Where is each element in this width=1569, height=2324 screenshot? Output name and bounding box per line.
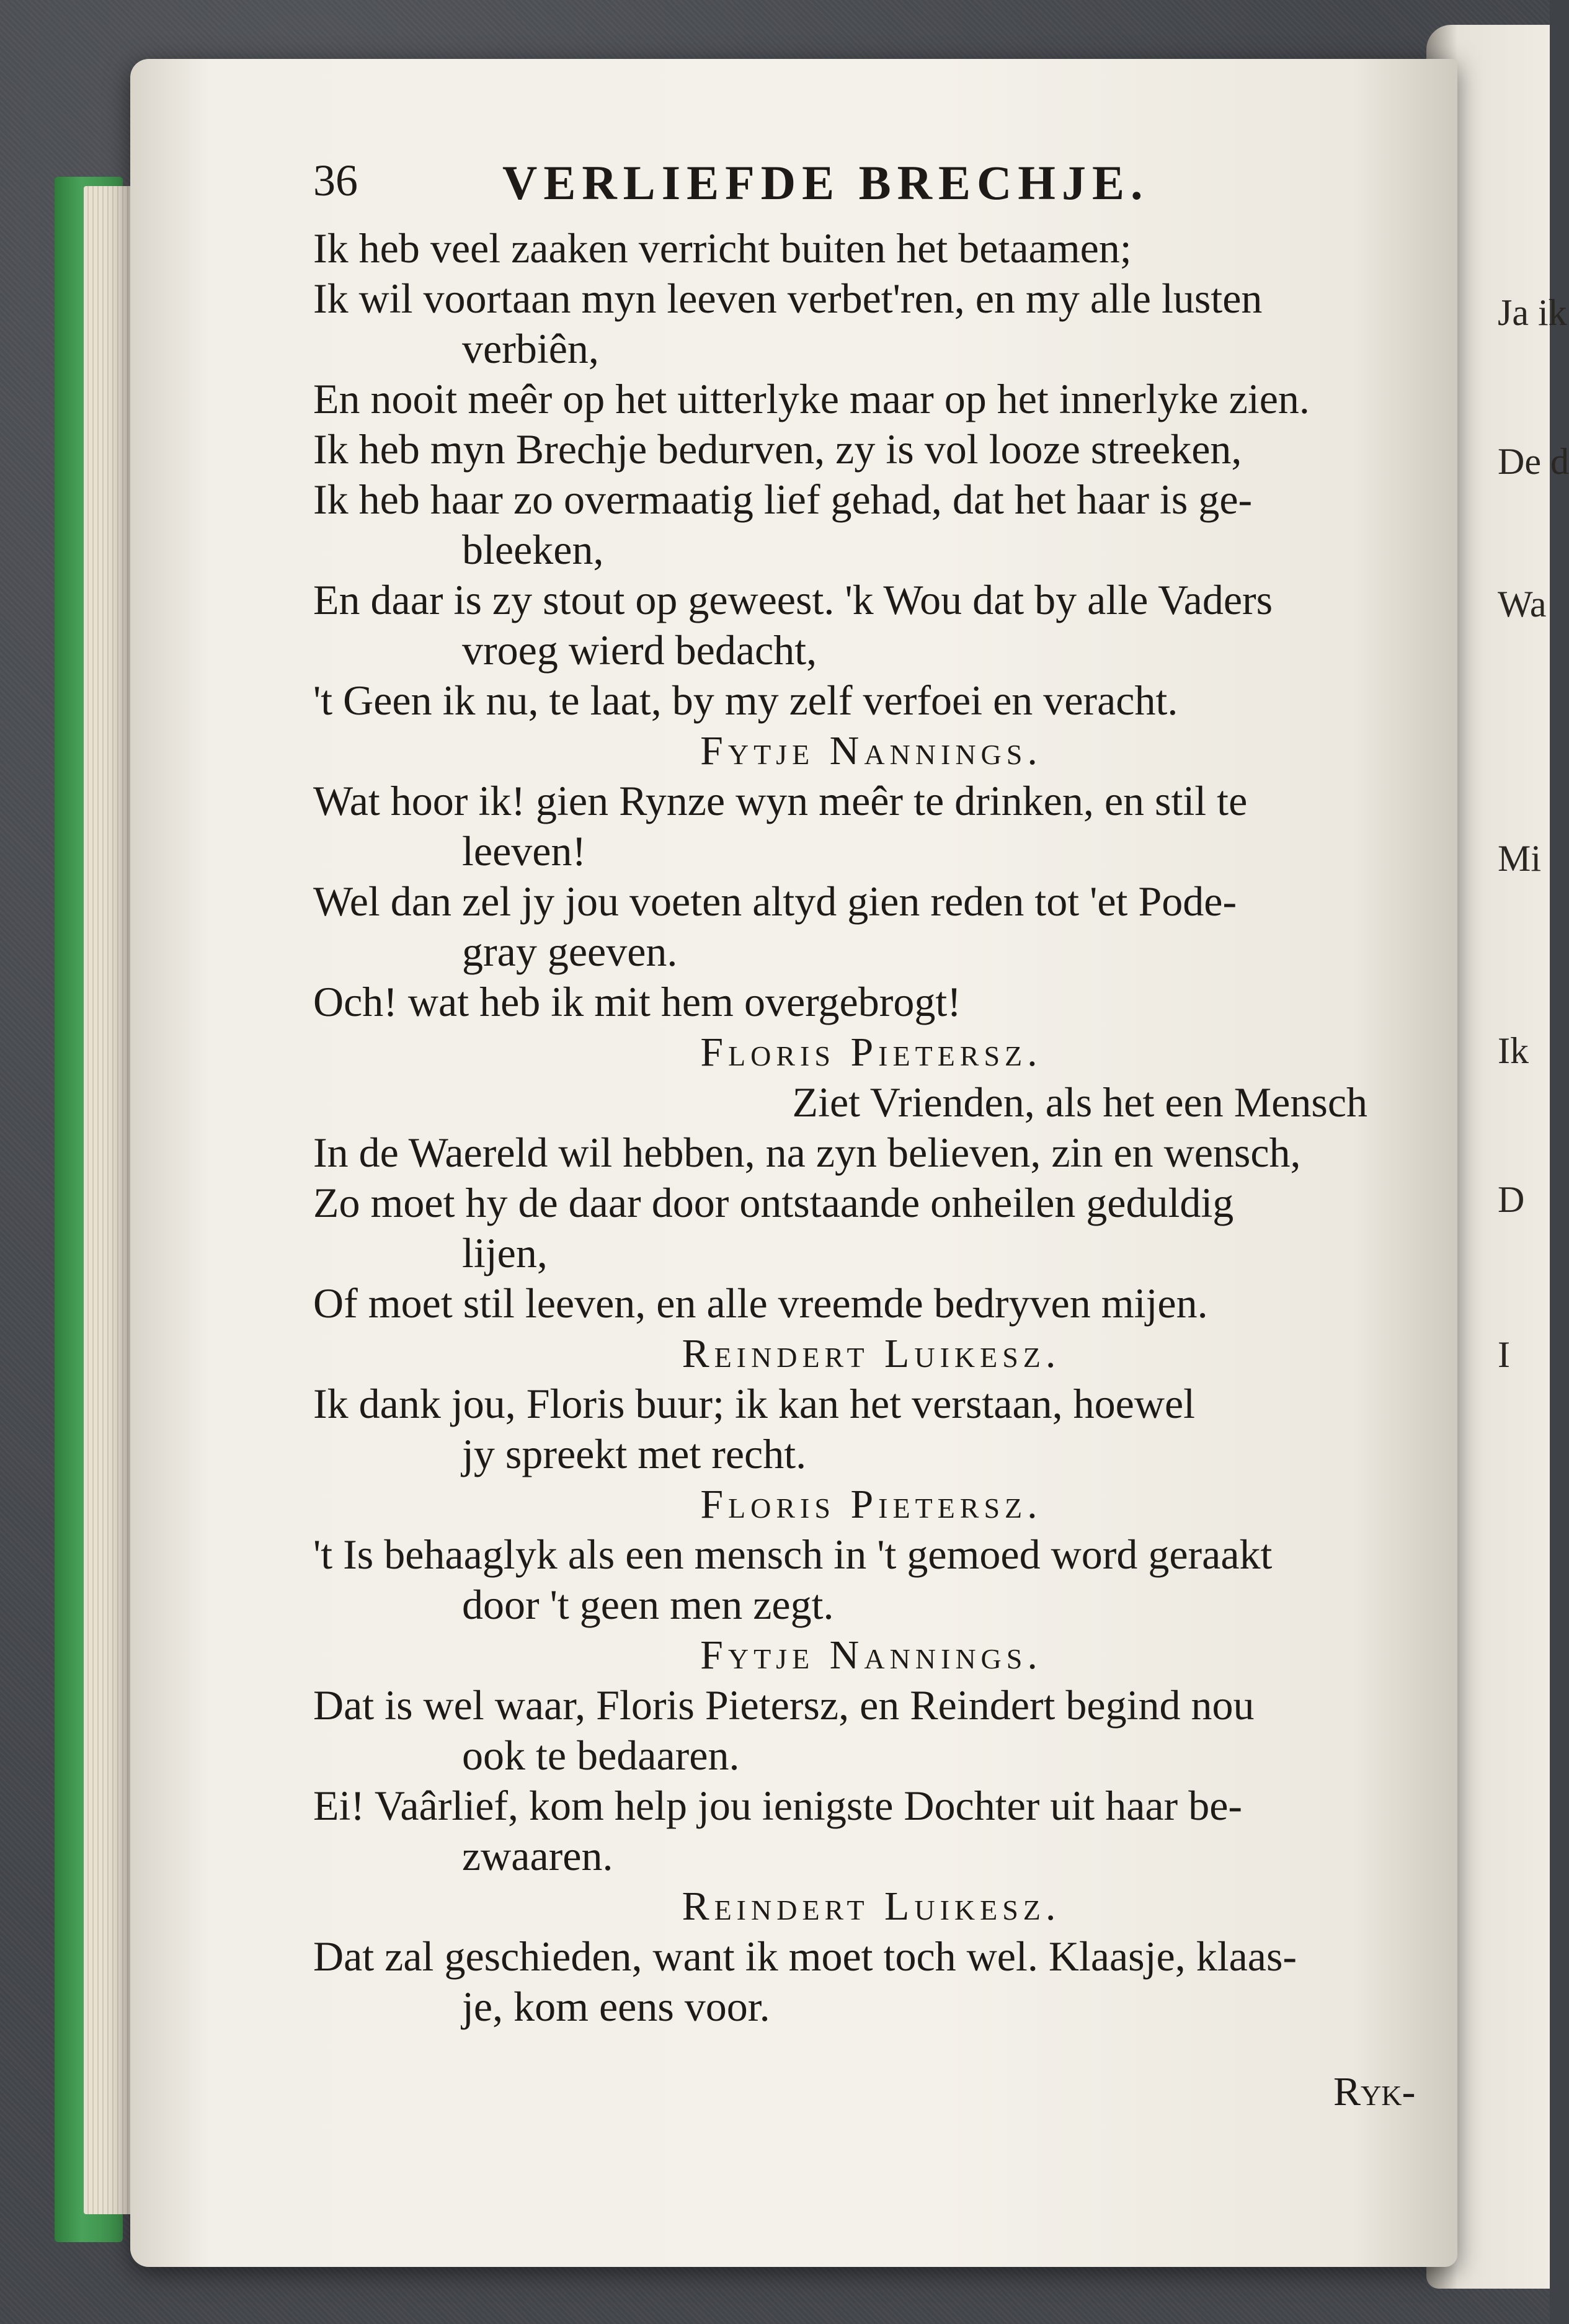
page-header [313,155,1429,223]
text-line: Ik heb haar zo overmaatig lief gehad, dat het haar is ge- [313,476,1253,523]
text-line: bleeken, [462,526,604,573]
text-line: Ik heb myn Brechje bedurven, zy is vol looze streeken, [313,425,1242,473]
text-line: 't Geen ik nu, te laat, by my zelf verfoei en veracht. [313,677,1178,724]
text-line: Zo moet hy de daar door ontstaande onheilen geduldig [313,1179,1234,1226]
text-line: En daar is zy stout op geweest. 'k Wou dat by alle Vaders [313,576,1273,623]
text-line: Of moet stil leeven, en alle vreemde bedryven mijen. [313,1280,1208,1327]
text-line: Ik heb veel zaaken verricht buiten het betaamen; [313,225,1132,272]
text-line: Wel dan zel jy jou voeten altyd gien reden tot 'et Pode- [313,878,1237,925]
speaker-name: Reindert Luikesz. [682,1331,1061,1376]
text-line: Ei! Vaârlief, kom help jou ienigste Dochter uit haar be- [313,1782,1243,1829]
facing-page-fragment: D [1498,1179,1525,1220]
text-line: gray geeven. [462,928,678,975]
text-line: Och! wat heb ik mit hem overgebrogt! [313,978,961,1025]
text-line: leeven! [462,827,587,875]
speaker-name: Floris Pietersz. [700,1030,1042,1075]
facing-page-fragment: Ja ik [1498,292,1567,333]
text-line: door 't geen men zegt. [462,1581,834,1628]
text-line: jy spreekt met recht. [462,1430,807,1477]
text-line: En nooit meêr op het uitterlyke maar op het innerlyke zien. [313,375,1310,422]
text-line: Dat zal geschieden, want ik moet toch wel. Klaasje, klaas- [313,1933,1297,1980]
facing-page-fragment: Ik [1498,1030,1529,1071]
text-line: verbiên, [462,325,599,372]
text-line: Ik wil voortaan myn leeven verbet'ren, en my alle lusten [313,275,1263,322]
page-text [313,155,1429,2032]
speaker-name: Fytje Nannings. [700,728,1042,773]
text-line: Ik dank jou, Floris buur; ik kan het verstaan, hoewel [313,1380,1196,1427]
text-line: je, kom eens voor. [462,1983,770,2030]
page-number: 36 [313,156,358,205]
speaker-name: Reindert Luikesz. [682,1884,1061,1929]
text-lines [313,223,1429,2032]
text-line: zwaaren. [462,1832,613,1879]
speaker-name: Floris Pietersz. [700,1482,1042,1527]
text-line: vroeg wierd bedacht, [462,626,817,674]
facing-page-fragment: Wa [1498,584,1547,625]
facing-page-fragment: De d [1498,441,1569,482]
speaker-name: Fytje Nannings. [700,1632,1042,1678]
catchword: Ryk- [1333,2069,1416,2114]
text-line: Ziet Vrienden, als het een Mensch [792,1079,1367,1126]
text-line: Dat is wel waar, Floris Pietersz, en Reindert begind nou [313,1681,1255,1729]
text-line: 't Is behaaglyk als een mensch in 't gemoed word geraakt [313,1531,1273,1578]
facing-page-fragment: I [1498,1334,1510,1375]
text-line: lijen, [462,1229,548,1276]
facing-page-fragment: Mi [1498,838,1542,879]
running-title: VERLIEFDE BRECHJE. [502,156,1149,210]
text-line: In de Waereld wil hebben, na zyn believen, zin en wensch, [313,1129,1301,1176]
text-line: Wat hoor ik! gien Rynze wyn meêr te drinken, en stil te [313,777,1248,824]
text-line: ook te bedaaren. [462,1732,740,1779]
